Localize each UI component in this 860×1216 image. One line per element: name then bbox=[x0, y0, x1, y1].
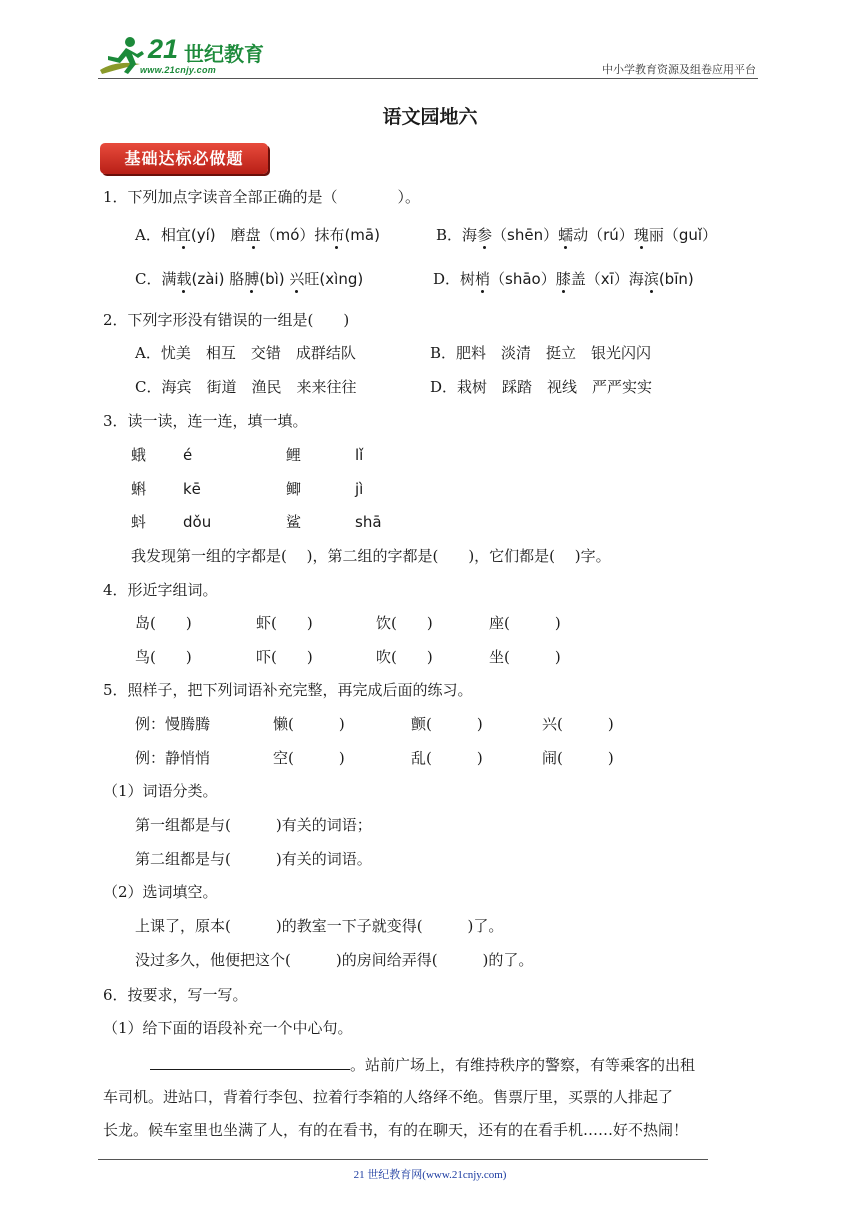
q5-item: 兴( ) bbox=[542, 715, 614, 733]
q4-item: 坐( ) bbox=[489, 648, 561, 666]
q5-item: 懒( ) bbox=[273, 715, 345, 733]
q4-item: 饮( ) bbox=[376, 614, 433, 632]
q6-paragraph-line: 车司机。进站口，背着行李包、拉着行李箱的人络绎不绝。售票厅里，买票的人排起了 bbox=[103, 1088, 674, 1106]
footer-divider bbox=[98, 1159, 708, 1160]
q5-example: 例：慢腾腾 bbox=[135, 715, 211, 733]
q3-left-pinyin: dǒu bbox=[183, 513, 212, 531]
q5-sub1-line: 第一组都是与( )有关的词语； bbox=[135, 816, 372, 834]
q5-sub2-line: 没过多久，他便把这个( )的房间给弄得( )的了。 bbox=[135, 951, 534, 969]
q5-item: 乱( ) bbox=[411, 749, 483, 767]
q5-sub2: （2）选词填空。 bbox=[103, 883, 218, 901]
q3-right-char: 鲤 bbox=[286, 446, 302, 464]
q3-left-char: 蛾 bbox=[131, 446, 147, 464]
q6-paragraph-line: 。站前广场上，有维持秩序的警察，有等乘客的出租 bbox=[150, 1054, 695, 1075]
q2-option-a: A．忧美 相互 交错 成群结队 bbox=[135, 344, 356, 362]
q3-right-char: 鲨 bbox=[286, 513, 302, 531]
q1-stem: 1．下列加点字读音全部正确的是（ ）。 bbox=[103, 188, 421, 206]
header-tagline: 中小学教育资源及组卷应用平台 bbox=[602, 63, 756, 76]
q4-item: 鸟( ) bbox=[135, 648, 192, 666]
q2-option-d: D．栽树 踩踏 视线 严严实实 bbox=[430, 378, 653, 396]
q3-right-char: 鲫 bbox=[286, 480, 302, 498]
q3-right-pinyin: lǐ bbox=[355, 446, 364, 464]
q6-stem: 6．按要求，写一写。 bbox=[103, 986, 248, 1004]
q3-right-pinyin: jì bbox=[355, 480, 364, 498]
q3-left-char: 蝌 bbox=[131, 480, 147, 498]
header-divider bbox=[98, 78, 758, 79]
section-banner: 基础达标必做题 bbox=[100, 143, 268, 174]
q4-item: 吹( ) bbox=[376, 648, 433, 666]
q3-right-pinyin: shā bbox=[355, 513, 382, 531]
q1-option-d: D．树梢（shāo）膝盖（xī）海滨(bīn) bbox=[433, 270, 694, 288]
q5-sub1-line: 第二组都是与( )有关的词语。 bbox=[135, 850, 372, 868]
q3-stem: 3．读一读，连一连，填一填。 bbox=[103, 412, 308, 430]
logo-text: 世纪教育 bbox=[184, 42, 264, 66]
answer-blank[interactable] bbox=[150, 1054, 350, 1070]
q6-sub1: （1）给下面的语段补充一个中心句。 bbox=[103, 1019, 353, 1037]
q3-left-pinyin: é bbox=[183, 446, 193, 464]
q2-option-b: B．肥料 淡清 挺立 银光闪闪 bbox=[430, 344, 652, 362]
logo-number: 21 bbox=[148, 34, 179, 64]
q6-paragraph-line: 长龙。候车室里也坐满了人，有的在看书，有的在聊天，还有的在看手机……好不热闹！ bbox=[103, 1121, 689, 1139]
q5-item: 空( ) bbox=[273, 749, 345, 767]
q2-stem: 2．下列字形没有错误的一组是( ) bbox=[103, 311, 350, 329]
footer-text[interactable]: 21 世纪教育网(www.21cnjy.com) bbox=[353, 1169, 507, 1181]
q1-option-a: A．相宜(yí) 磨盘（mó）抹布(mā) bbox=[135, 226, 380, 244]
q5-sub2-line: 上课了，原本( )的教室一下子就变得( )了。 bbox=[135, 917, 504, 935]
q5-item: 颤( ) bbox=[411, 715, 483, 733]
q5-stem: 5．照样子，把下列词语补充完整，再完成后面的练习。 bbox=[103, 681, 473, 699]
q4-item: 岛( ) bbox=[135, 614, 192, 632]
q2-option-c: C．海宾 街道 渔民 来来往往 bbox=[135, 378, 357, 396]
q5-sub1: （1）词语分类。 bbox=[103, 782, 218, 800]
q4-item: 吓( ) bbox=[256, 648, 313, 666]
logo-url: www.21cnjy.com bbox=[140, 65, 217, 75]
page-title: 语文园地六 bbox=[382, 106, 478, 128]
q5-example: 例：静悄悄 bbox=[135, 749, 211, 767]
q4-item: 座( ) bbox=[489, 614, 561, 632]
q1-option-c: C．满载(zài) 胳膊(bì) 兴旺(xìng) bbox=[135, 270, 364, 288]
site-logo[interactable] bbox=[96, 34, 266, 78]
q4-item: 虾( ) bbox=[256, 614, 313, 632]
q3-fill-sentence: 我发现第一组的字都是( )，第二组的字都是( )，它们都是( )字。 bbox=[131, 547, 611, 565]
q3-left-pinyin: kē bbox=[183, 480, 201, 498]
q1-option-b: B．海参（shēn）蠕动（rú）瑰丽（guǐ） bbox=[436, 226, 718, 244]
q3-left-char: 蚪 bbox=[131, 513, 147, 531]
q5-item: 闹( ) bbox=[542, 749, 614, 767]
q4-stem: 4．形近字组词。 bbox=[103, 581, 218, 599]
